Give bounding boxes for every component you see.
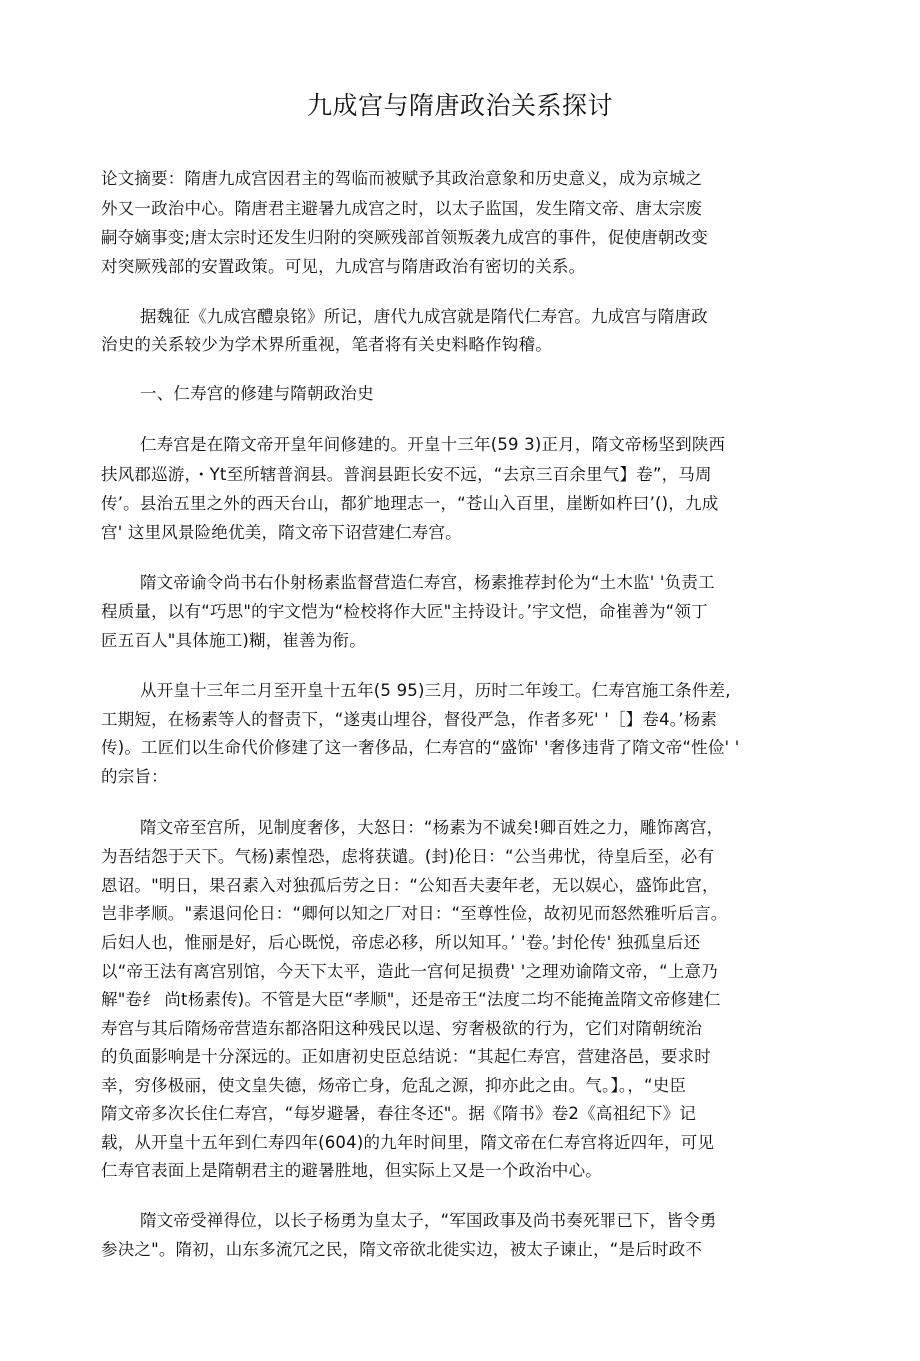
paragraph-line: 幸，穷侈极丽，使文皇失德，炀帝亡身，危乱之源，抑亦此之由。气。】。，“史臣 <box>101 1076 687 1095</box>
paragraph-line: 岂非孝顺。"素退问伦日：“卿何以知之厂对日：“至尊性俭，故初见而怒然雅听后言。 <box>101 904 728 923</box>
paragraph-line: 传)。工匠们以生命代价修建了这一奢侈品，仁寿宫的“盛饰' '奢侈违背了隋文帝“性俭' ' <box>101 738 740 757</box>
paragraph-line: 隋文帝谕令尚书右仆射杨素监督营造仁寿宫，杨素推荐封伦为“土木监' '负责工 <box>140 573 715 592</box>
paragraph-line: 隋文帝受禅得位，以长子杨勇为皇太子，“军国政事及尚书奏死罪已下，皆令勇 <box>140 1211 717 1230</box>
abstract-line: 外又一政治中心。隋唐君主避暑九成宫之时，以太子监国，发生隋文帝、唐太宗废 <box>101 199 703 218</box>
paragraph-line: 的负面影响是十分深远的。正如唐初史臣总结说：“其起仁寿宫，营建洛邑，要求时 <box>101 1047 711 1066</box>
paragraph-line: 后妇人也，惟丽是好，后心既悦，帝虑必移，所以知耳。’ '卷。’封伦传' 独孤皇后还 <box>101 933 701 952</box>
paragraph-line: 传’。县治五里之外的西天台山，都犷地理志一，“苍山入百里，崖断如杵曰’()，九成 <box>101 494 719 513</box>
abstract-line: 论文摘要：隋唐九成宫因君主的驾临而被赋予其政治意象和历史意义，成为京城之 <box>101 169 703 188</box>
paragraph-line: 载，从开皇十五年到仁寿四年(604)的九年时间里，隋文帝在仁寿宫将近四年，可见 <box>101 1133 715 1152</box>
paragraph-line: 解"卷纟 尚t杨素传)。不管是大臣“孝顺"，还是帝王“法度二均不能掩盖隋文帝修建仁 <box>101 990 721 1009</box>
paragraph-line: 工期短，在杨素等人的督责下，“遂夷山埋谷，督役严急，作者多死' '［】卷4。’杨素 <box>101 710 718 729</box>
paragraph-line: 参决之"。隋初，山东多流冗之民，隋文帝欲北徙实边，被太子谏止，“是后时政不 <box>101 1240 703 1259</box>
paragraph-line: 为吾结怨于天下。气杨)素惶恐，虑将获谴。(封)伦日：“公当弗忧，待皇后至，必有 <box>101 847 715 866</box>
page-title: 九成宫与隋唐政治关系探讨 <box>306 91 613 120</box>
paragraph-line: 隋文帝至宫所，见制度奢侈，大怒日：“杨素为不诚矣!卿百姓之力，雕饰离宫， <box>140 818 724 837</box>
paragraph-line: 寿宫与其后隋炀帝营造东都洛阳这种残民以逞、穷奢极欲的行为，它们对隋朝统治 <box>101 1019 703 1038</box>
paragraph-line: 恩诏。"明日，果召素入对独孤后劳之日：“公知吾夫妻年老，无以娱心，盛饰此宫， <box>101 876 719 895</box>
intro-line: 据魏征《九成宫醴泉铭》所记，唐代九成宫就是隋代仁寿宫。九成宫与隋唐政 <box>140 307 708 326</box>
paragraph-line: 匠五百人"具体施工)糊，崔善为衔。 <box>101 631 366 650</box>
abstract-line: 嗣夺嫡事变;唐太宗时还发生归附的突厥残部首领叛袭九成宫的事件，促使唐朝改变 <box>101 228 708 247</box>
paragraph-line: 程质量，以有“巧思"的宇文恺为“检校将作大匠"主持设计。’宇文恺，命崔善为“领丁 <box>101 602 708 621</box>
paragraph-line: 以“帝王法有离宫别馆，今天下太平，造此一宫何足损费' '之理劝谕隋文帝，“上意乃 <box>101 962 718 981</box>
paragraph-line: 仁寿宫是在隋文帝开皇年间修建的。开皇十三年(59 3)正月，隋文帝杨坚到陕西 <box>140 435 726 454</box>
abstract-line: 对突厥残部的安置政策。可见，九成宫与隋唐政治有密切的关系。 <box>101 257 586 276</box>
paragraph-line: 扶风郡巡游，・Yt至所辖普润县。普润县距长安不远，“去京三百余里气】卷”，马周 <box>101 465 712 484</box>
intro-line: 治史的关系较少为学术界所重视，笔者将有关史料略作钩稽。 <box>101 335 552 354</box>
paragraph-line: 仁寿官表面上是隋朝君主的避暑胜地，但实际上又是一个政治中心。 <box>101 1161 602 1180</box>
paragraph-line: 从开皇十三年二月至开皇十五年(5 95)三月，历时二年竣工。仁寿宫施工条件差, <box>140 681 731 700</box>
section-heading: 一、仁寿宫的修建与隋朝政治史 <box>140 384 374 403</box>
paragraph-line: 宫' 这里风景险绝优美，隋文帝下诏营建仁寿宫。 <box>101 523 462 542</box>
paragraph-line: 的宗旨： <box>101 767 168 786</box>
paragraph-line: 隋文帝多次长住仁寿宫，“每岁避暑，春往冬还"。据《隋书》卷2《高祖纪下》记 <box>101 1104 697 1123</box>
